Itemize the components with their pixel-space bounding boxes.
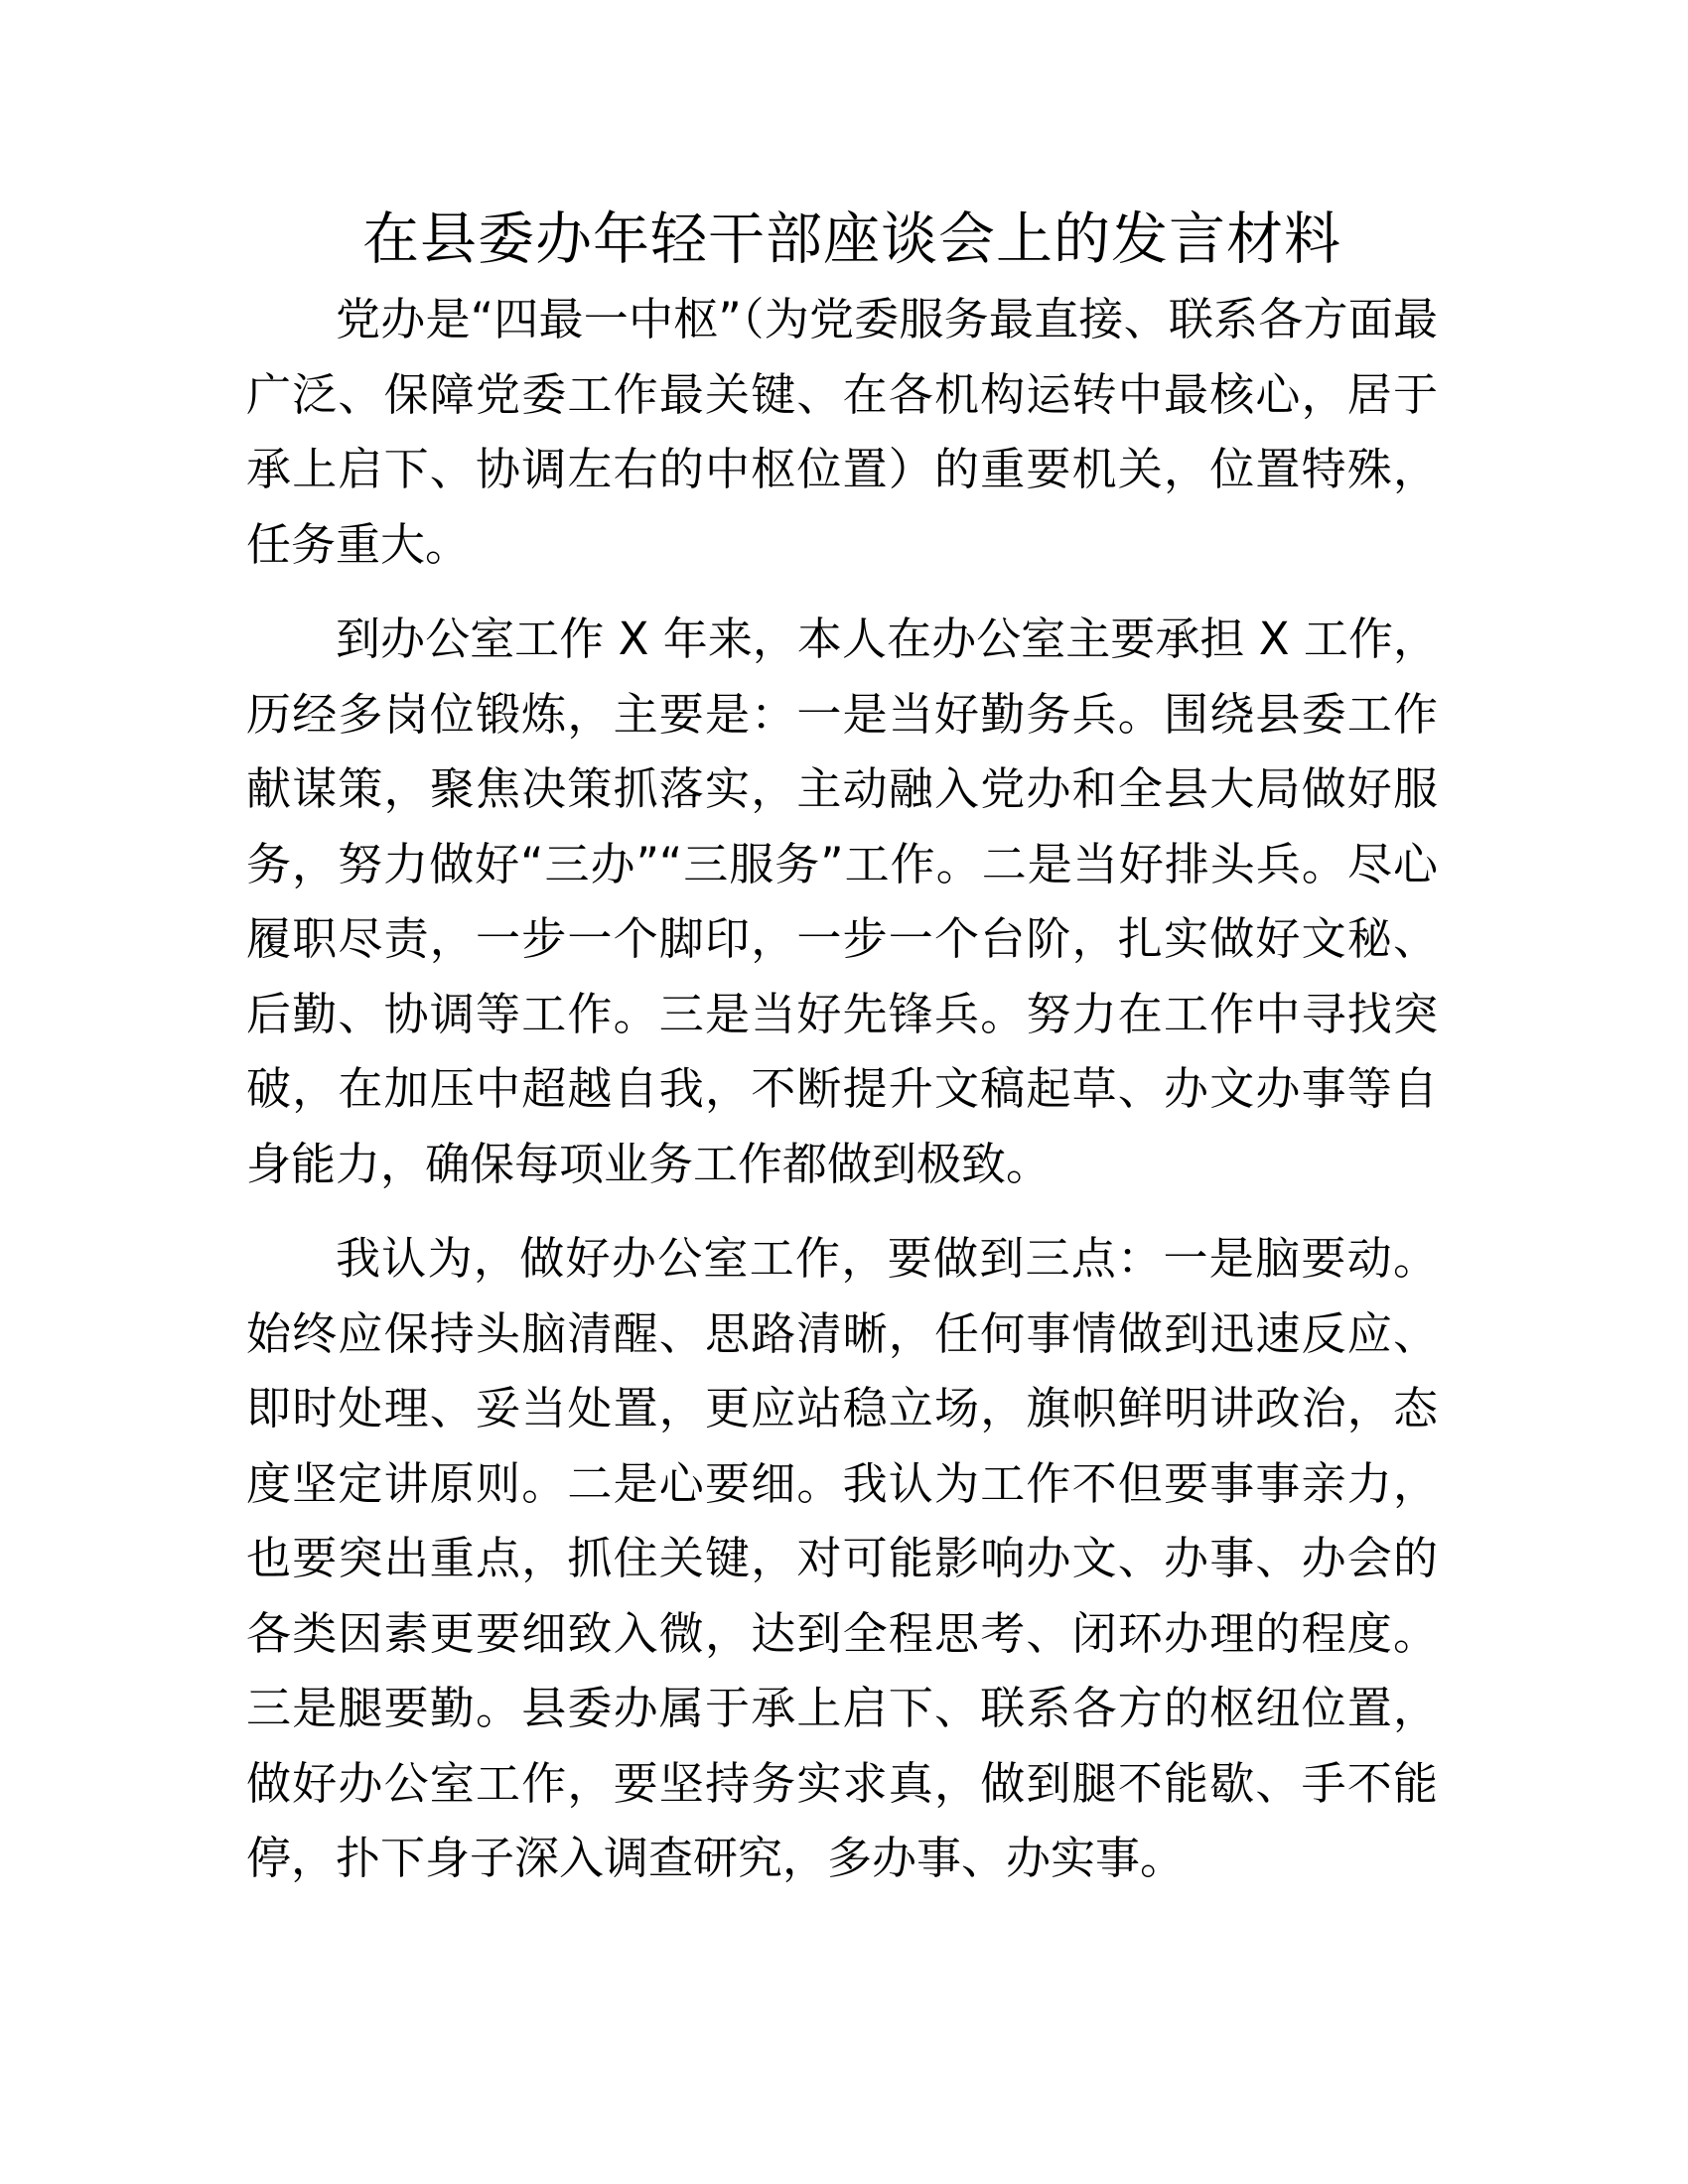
- document-title: 在县委办年轻干部座谈会上的发言材料: [362, 206, 1341, 272]
- document-body: [246, 199, 1438, 1896]
- paragraph-2: 到办公室工作 X 年来，本人在办公室主要承担 X 工作，历经多岗位锻炼，主要是：一是当好勤务兵。围绕县委工作献谋策，聚焦决策抓落实，主动融入党办和全县大局做好服务，努力做好“三办”“三服务”工作。二是当好排头兵。尽心履职尽责，一步一个脚印，一步一个台阶，扎实做好文秘、后勤、协调等工作。三是当好先锋兵。努力在工作中寻找突破，在加压中超越自我，不断提升文稿起草、办文办事等自身能力，确保每项业务工作都做到极致。: [246, 613, 1438, 1190]
- paragraph-1: 党办是“四最一中枢”（为党委服务最直接、联系各方面最广泛、保障党委工作最关键、在各机构运转中最核心，居于承上启下、协调左右的中枢位置）的重要机关，位置特殊，任务重大。: [246, 293, 1438, 571]
- paragraph-3: 我认为，做好办公室工作，要做到三点：一是脑要动。始终应保持头脑清醒、思路清晰，任何事情做到迅速反应、即时处理、妥当处置，更应站稳立场，旗帜鲜明讲政治，态度坚定讲原则。二是心要细。我认为工作不但要事事亲力，也要突出重点，抓住关键，对可能影响办文、办事、办会的各类因素更要细致入微，达到全程思考、闭环办理的程度。三是腿要勤。县委办属于承上启下、联系各方的枢纽位置，做好办公室工作，要坚持务实求真，做到腿不能歇、手不能停，扑下身子深入调查研究，多办事、办实事。: [246, 1232, 1438, 1884]
